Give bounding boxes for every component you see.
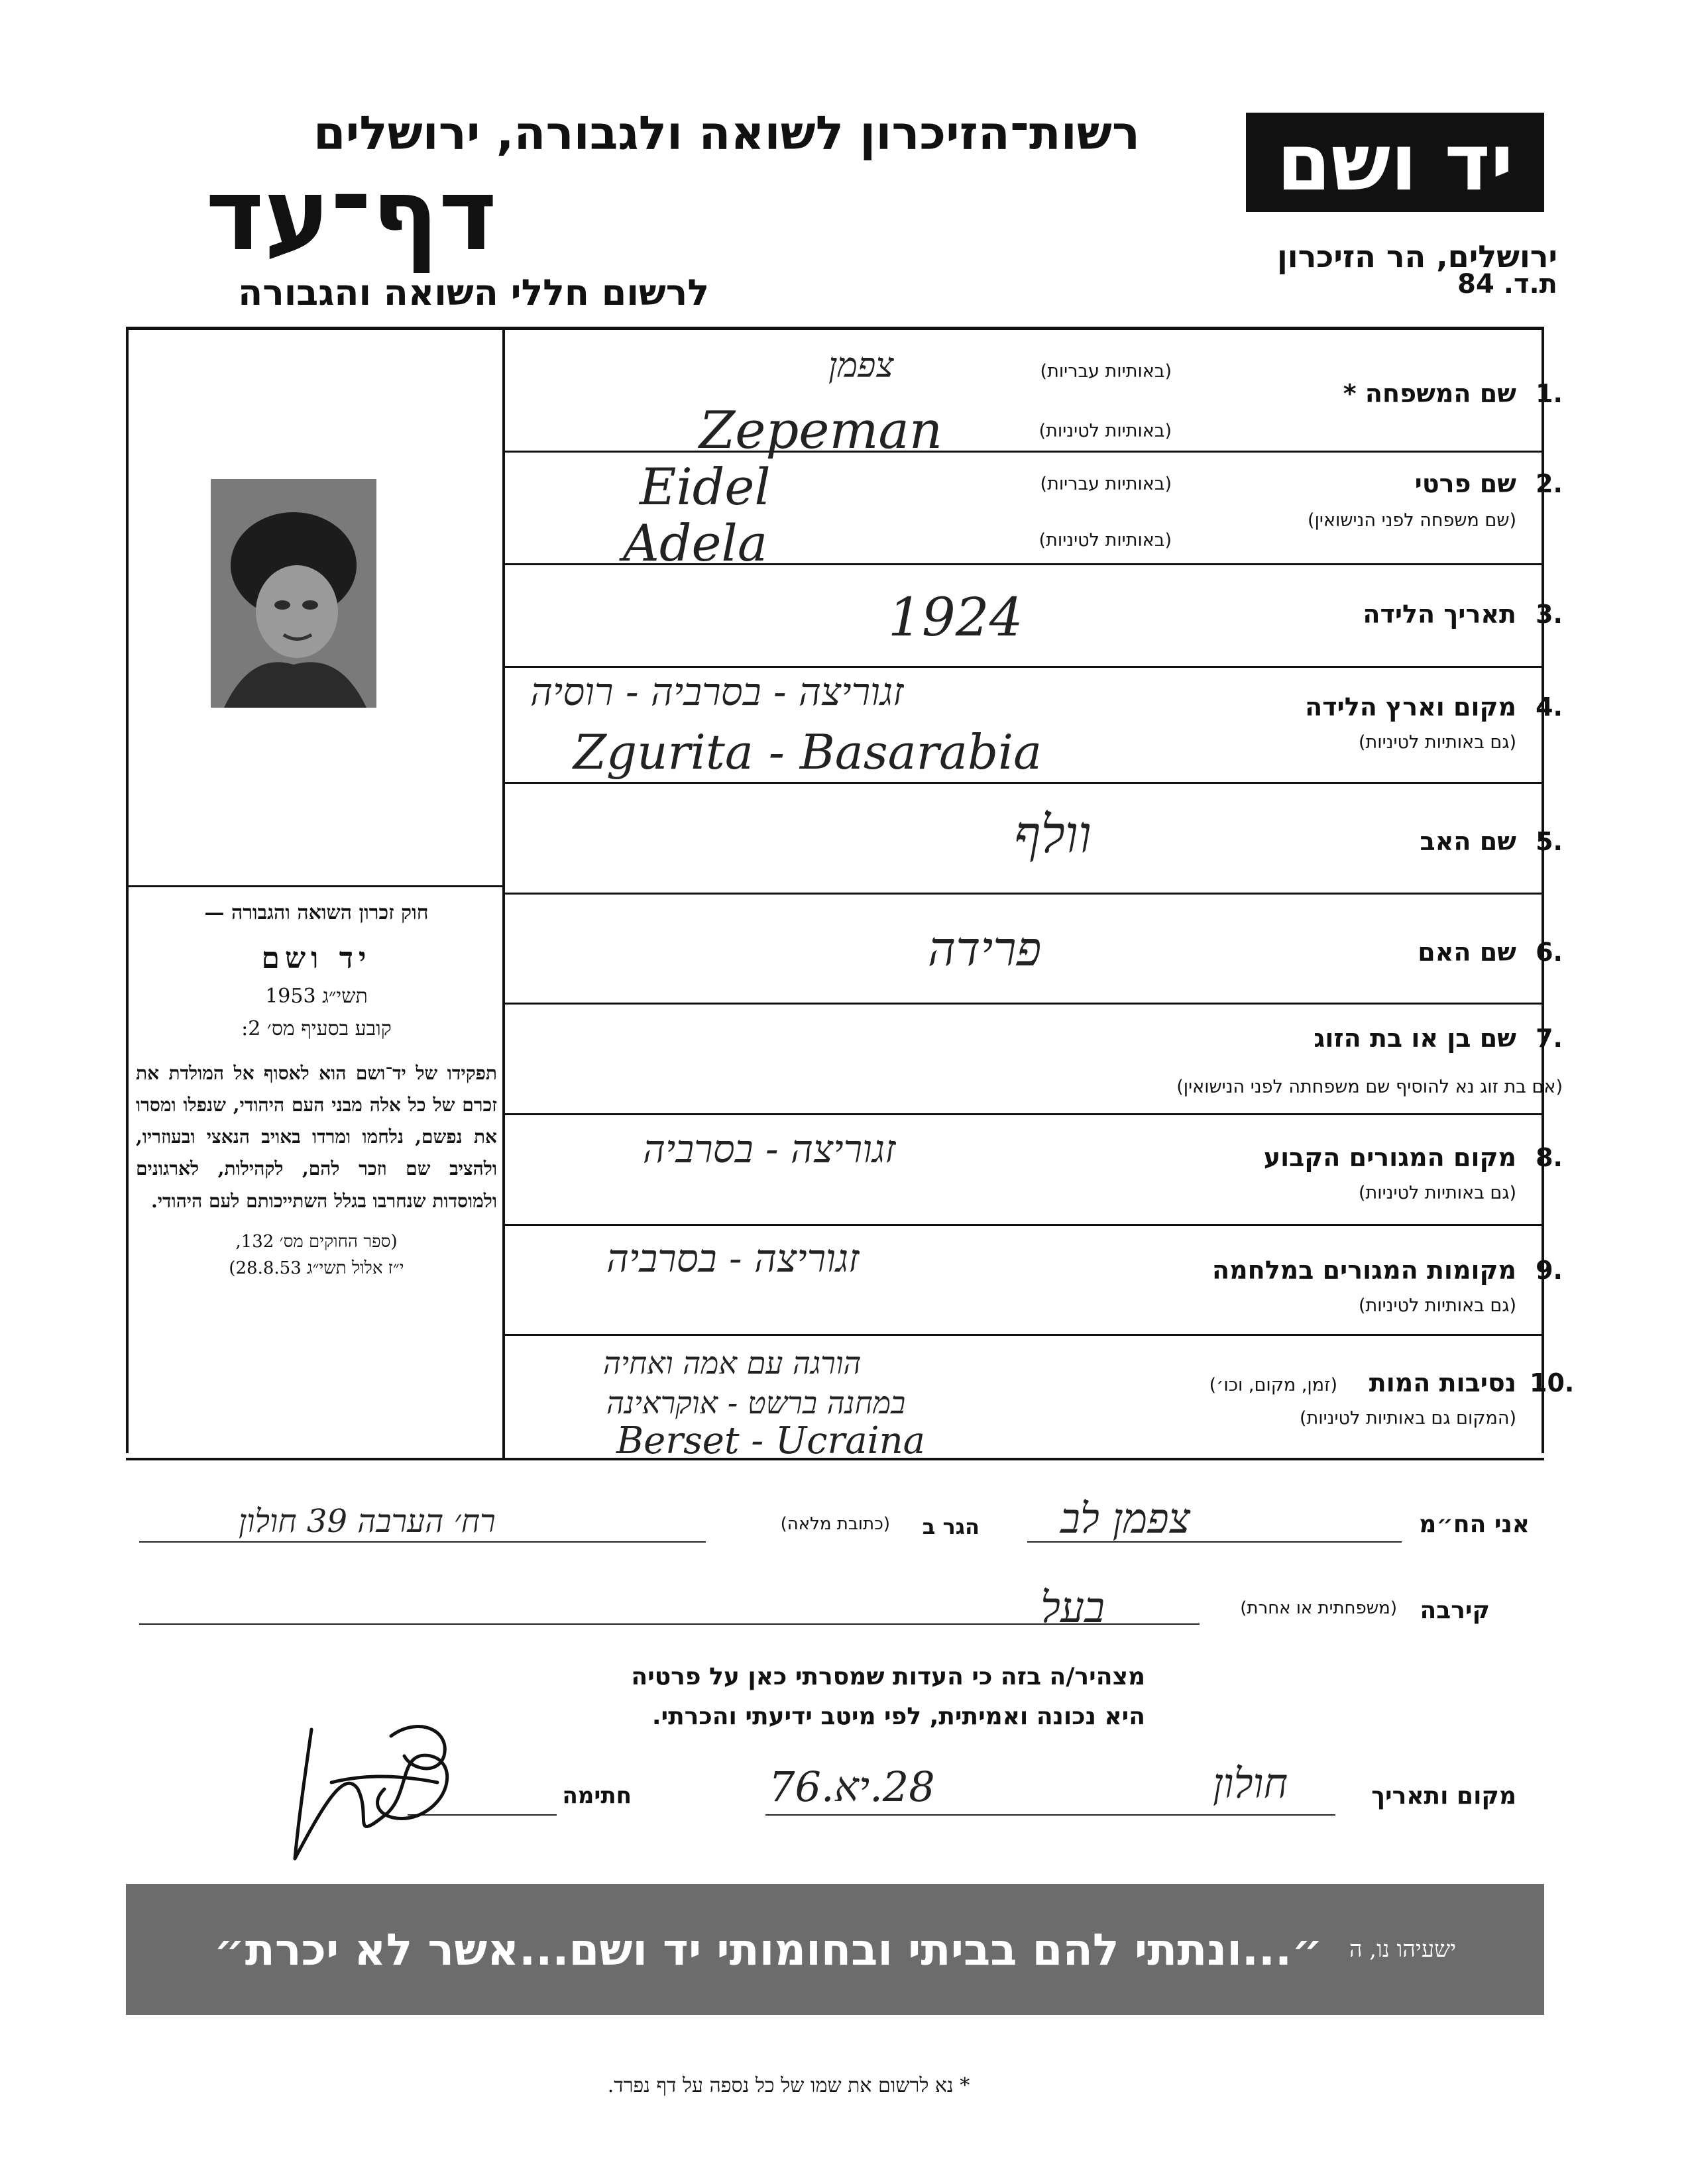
field-number: 4. bbox=[1536, 692, 1563, 722]
field-number: 9. bbox=[1536, 1256, 1563, 1285]
family-name-label: שם המשפחה * bbox=[1343, 379, 1516, 408]
row-divider bbox=[504, 1334, 1544, 1336]
declaration-statement: היא נכונה ואמיתית, לפי מיטב ידיעתי והכרתי. bbox=[651, 1703, 1145, 1730]
first-name-label: שם פרטי bbox=[1414, 469, 1516, 498]
place-date-label: מקום ותאריך bbox=[1371, 1782, 1516, 1810]
declarant-name-value[interactable]: צפמן לב bbox=[1060, 1494, 1191, 1543]
death-place-value[interactable]: במחנה ברשט - אוקראינה bbox=[606, 1385, 906, 1421]
place-value[interactable]: חולון bbox=[1213, 1759, 1288, 1808]
side-photo-divider bbox=[126, 885, 505, 887]
father-name-value[interactable]: וולף bbox=[1014, 805, 1092, 865]
mother-name-label: שם האם bbox=[1418, 938, 1516, 967]
field-number: 3. bbox=[1536, 600, 1563, 629]
law-clause: קובע בסעיף מס׳ 2: bbox=[241, 1017, 392, 1040]
field-number: 5. bbox=[1536, 827, 1563, 856]
family-name-latin-value[interactable]: Zepeman bbox=[699, 401, 943, 461]
relation-label: קירבה bbox=[1420, 1597, 1490, 1624]
logo-address: ירושלים, הר הזיכרון bbox=[1276, 239, 1557, 274]
field-number: 1. bbox=[1536, 379, 1563, 408]
permanent-residence-label: מקום המגורים הקבוע bbox=[1263, 1143, 1516, 1172]
law-excerpt bbox=[136, 901, 497, 1278]
victim-photo bbox=[211, 479, 376, 708]
footnote: * נא לרשום את שמו של כל נספה על דף נפרד. bbox=[607, 2074, 970, 2097]
father-name-label: שם האב bbox=[1420, 827, 1516, 856]
first-name-latin-value[interactable]: Adela bbox=[623, 514, 768, 573]
death-details-note: (זמן, מקום, וכו׳) bbox=[1209, 1375, 1337, 1395]
row-divider bbox=[504, 782, 1544, 784]
row-divider bbox=[504, 893, 1544, 895]
address-value[interactable]: רח׳ הערבה 39 חולון bbox=[239, 1503, 496, 1540]
field-number: 6. bbox=[1536, 938, 1563, 967]
relation-hint: (משפחתית או אחרת) bbox=[1240, 1598, 1397, 1618]
row-divider bbox=[504, 451, 1544, 453]
relation-value[interactable]: בעל bbox=[1040, 1584, 1105, 1633]
hebrew-letters-hint: (באותיות עבריות) bbox=[1040, 474, 1172, 494]
field-number: 8. bbox=[1536, 1143, 1563, 1172]
wartime-residence-value[interactable]: זגוריצה - בסרביה bbox=[606, 1236, 860, 1281]
hebrew-letters-hint: (באותיות עבריות) bbox=[1040, 361, 1172, 382]
spouse-maiden-note: (אם בת זוג נא להוסיף שם משפחתה לפני הנישואין) bbox=[1176, 1077, 1563, 1097]
latin-letters-note: (גם באותיות לטיניות) bbox=[1358, 732, 1516, 753]
declaration-statement: מצהיר/ה בזה כי העדות שמסרתי כאן על פרטיה bbox=[631, 1663, 1145, 1690]
death-circumstances-value[interactable]: הורגה עם אמה ואחיה bbox=[603, 1345, 862, 1381]
row-divider bbox=[504, 1224, 1544, 1226]
latin-letters-hint: (באותיות לטיניות) bbox=[1038, 421, 1172, 441]
latin-letters-note: (גם באותיות לטיניות) bbox=[1358, 1183, 1516, 1203]
spouse-name-label: שם בן או בת הזוג bbox=[1314, 1024, 1516, 1053]
row-divider bbox=[504, 666, 1544, 668]
row-divider bbox=[504, 1003, 1544, 1005]
wartime-residence-label: מקומות המגורים במלחמה bbox=[1211, 1256, 1516, 1285]
maiden-name-note: (שם משפחה לפני הנישואין) bbox=[1308, 510, 1516, 531]
birth-place-latin-value[interactable]: Zgurita - Basarabia bbox=[573, 724, 1042, 780]
signature-label: חתימה bbox=[562, 1782, 632, 1809]
field-number: 2. bbox=[1536, 469, 1563, 498]
field-number: 10. bbox=[1530, 1368, 1575, 1397]
latin-letters-note: (גם באותיות לטיניות) bbox=[1358, 1295, 1516, 1316]
birth-place-label: מקום וארץ הלידה bbox=[1305, 692, 1516, 722]
permanent-residence-value[interactable]: זגוריצה - בסרביה bbox=[643, 1126, 896, 1172]
resides-label: הגר ב bbox=[922, 1514, 980, 1539]
handwritten-signature bbox=[285, 1710, 471, 1869]
death-place-latin-value[interactable]: Berset - Ucraina bbox=[616, 1419, 926, 1462]
page-title: דף־עד bbox=[205, 158, 497, 273]
form-top-border bbox=[126, 327, 1544, 330]
birth-date-value[interactable]: 1924 bbox=[888, 586, 1023, 648]
latin-letters-hint: (באותיות לטיניות) bbox=[1038, 530, 1172, 551]
birth-date-label: תאריך הלידה bbox=[1363, 600, 1516, 629]
law-reference-date: י״ז אלול תשי״ג 28.8.53) bbox=[229, 1258, 404, 1278]
quote-banner bbox=[126, 1884, 1544, 2015]
field-number: 7. bbox=[1536, 1024, 1563, 1053]
law-title: חוק זכרון השואה והגבורה — bbox=[204, 901, 429, 924]
family-name-hebrew-value[interactable]: צפמן bbox=[828, 346, 894, 386]
latin-letters-note: (המקום גם באותיות לטיניות) bbox=[1299, 1408, 1516, 1429]
death-circumstances-label: נסיבות המות bbox=[1369, 1368, 1516, 1397]
place-date-line bbox=[765, 1814, 1335, 1816]
first-name-hebrew-value[interactable]: Eidel bbox=[640, 457, 771, 516]
form-left-border bbox=[126, 327, 129, 1453]
page-subtitle: לרשום חללי השואה והגבורה bbox=[238, 272, 709, 313]
banner-source: ישעיהו נו, ה bbox=[1349, 1936, 1457, 1963]
mother-name-value[interactable]: פרידה bbox=[928, 921, 1042, 977]
declarant-label: אני הח״מ bbox=[1419, 1511, 1530, 1538]
row-divider bbox=[504, 1113, 1544, 1115]
date-value[interactable]: 28.יא.76 bbox=[769, 1763, 935, 1811]
law-body: תפקידו של יד־ושם הוא לאסוף אל המולדת את זכרם של כל אלה מבני העם היהודי, שנפלו ומסרו את נפשם, נלחמו ומרדו באויב הנאצי ובעוזריו, ולהציב שם וזכר להם, לקהילות, לארגונים ולמוסדות שנחרבו בגלל השתייכותם לעם היהודי. bbox=[136, 1062, 497, 1212]
authority-heading: רשות־הזיכרון לשואה ולגבורה, ירושלים bbox=[313, 106, 1140, 160]
birth-place-hebrew-value[interactable]: זגוריצה - בסרביה - רוסיה bbox=[530, 669, 904, 714]
logo-pobox: ת.ד. 84 bbox=[1457, 269, 1557, 300]
law-year: תשי״ג 1953 bbox=[265, 985, 368, 1008]
banner-quote: ״...ונתתי להם בביתי ובחומותי יד ושם...אשר לא יכרת״ bbox=[213, 1924, 1323, 1975]
address-line bbox=[139, 1541, 706, 1543]
yad-vashem-logo: יד ושם bbox=[1246, 113, 1544, 212]
address-hint: (כתובת מלאה) bbox=[780, 1514, 890, 1534]
law-reference: (ספר החוקים מס׳ 132, bbox=[235, 1231, 398, 1252]
law-name: יד ושם bbox=[261, 942, 372, 975]
